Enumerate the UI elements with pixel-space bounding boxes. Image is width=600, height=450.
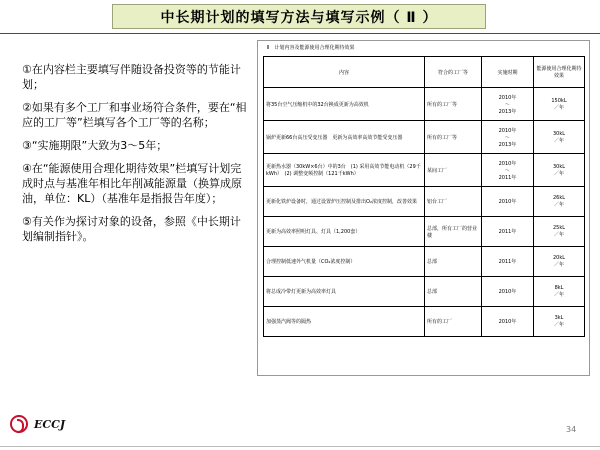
cell-effect xyxy=(534,277,585,307)
period-start: 2010年 xyxy=(498,94,517,101)
effect-unit: ／年 xyxy=(553,104,564,111)
period-start: 2010年 xyxy=(498,160,517,167)
header-effect: 能源使用合理化期待效果 xyxy=(534,57,585,88)
effect-value: 25kL xyxy=(552,225,566,231)
effect-unit: ／年 xyxy=(553,262,564,268)
cell-period xyxy=(482,217,534,247)
period-dash: ～ xyxy=(504,134,510,141)
cell-period xyxy=(482,88,534,121)
note-5: ⑤有关作为探讨对象的设备，参照《中长期计划编制指针》。 xyxy=(22,215,241,243)
footer-divider xyxy=(0,446,600,447)
effect-unit: ／年 xyxy=(553,137,564,144)
eccj-logo xyxy=(10,415,65,433)
effect-value: 20kL xyxy=(552,255,566,261)
cell-effect xyxy=(534,121,585,154)
cell-period xyxy=(482,307,534,337)
effect-unit: ／年 xyxy=(553,232,564,238)
table-row xyxy=(264,187,585,217)
effect-unit: ／年 xyxy=(553,202,564,208)
period-start: 2010年 xyxy=(498,127,517,134)
cell-content: 锅炉更新66台高压受变压器 更新为高效率高效节能受变压器 xyxy=(264,121,425,154)
table-row xyxy=(264,154,585,187)
effect-unit: ／年 xyxy=(553,322,564,328)
period-start: 2011年 xyxy=(498,259,517,265)
cell-period xyxy=(482,187,534,217)
table-row xyxy=(264,88,585,121)
period-start: 2010年 xyxy=(498,319,517,325)
cell-period xyxy=(482,277,534,307)
period-end: 2013年 xyxy=(498,141,517,148)
effect-unit: ／年 xyxy=(553,292,564,298)
cell-content: 将35台空气压缩机中的32台换成更新为高效机 xyxy=(264,88,425,121)
period-dash: ～ xyxy=(504,167,510,174)
note-1: ①在内容栏主要填写伴随设备投资等的节能计划； xyxy=(22,63,241,91)
table-row xyxy=(264,217,585,247)
cell-content: 将总成冷带灯更新为高效率灯具 xyxy=(264,277,425,307)
table-heading: Ⅱ 计划内容及能源使用合理化期待效果 xyxy=(267,45,355,51)
cell-effect xyxy=(534,307,585,337)
cell-factory: 某间工厂 xyxy=(425,154,482,187)
period-start: 2010年 xyxy=(498,289,517,295)
effect-value: 30kL xyxy=(552,163,566,170)
effect-value: 30kL xyxy=(552,130,566,137)
cell-effect xyxy=(534,88,585,121)
notes-list xyxy=(22,62,250,252)
cell-period xyxy=(482,121,534,154)
note-3: ③“实施期限”大致为3～5年； xyxy=(22,139,168,152)
effect-unit: ／年 xyxy=(553,170,564,177)
plan-table xyxy=(263,56,585,337)
note-2: ②如果有多个工厂和事业场符合条件，要在“相应的工厂等”栏填写各个工厂等的名称； xyxy=(22,101,247,129)
cell-factory: 总部 xyxy=(425,277,482,307)
cell-effect xyxy=(534,217,585,247)
header-factory: 符合的工厂等 xyxy=(425,57,482,88)
table-row xyxy=(264,121,585,154)
cell-factory: 总部，所有工厂的营业楼 xyxy=(425,217,482,247)
slide-title: 中长期计划的填写方法与填写示例（ Ⅱ ） xyxy=(160,9,438,26)
period-end: 2011年 xyxy=(498,174,517,181)
slide-title-box xyxy=(112,4,486,29)
period-start: 2011年 xyxy=(498,229,517,235)
cell-factory: 所有的工厂 xyxy=(425,307,482,337)
effect-value: 26kL xyxy=(552,195,566,201)
cell-content: 更新热水器（30kW×6台）中的3台 (1) 采用高效节能电动机（29千kWh） (2) 调整变频控制（121千kWh） xyxy=(264,154,425,187)
period-dash: ～ xyxy=(504,101,510,108)
table-row xyxy=(264,247,585,277)
header-content: 内容 xyxy=(264,57,425,88)
cell-content: 合理控制低速外气机量（CO₂浓度控制） xyxy=(264,247,425,277)
cell-content: 更新化铁炉设备时，通过设置炉压控制及排出O₂浓度控制，改善效果 xyxy=(264,187,425,217)
period-end: 2013年 xyxy=(498,108,517,115)
logo-text: ECCJ xyxy=(34,417,66,431)
cell-period xyxy=(482,154,534,187)
table-header-row xyxy=(264,57,585,88)
title-divider xyxy=(0,33,600,34)
cell-factory: 所有的工厂等 xyxy=(425,121,482,154)
effect-value: 8kL xyxy=(554,285,564,291)
table-row xyxy=(264,277,585,307)
cell-effect xyxy=(534,154,585,187)
cell-factory: 总部 xyxy=(425,247,482,277)
table-row xyxy=(264,307,585,337)
cell-effect xyxy=(534,187,585,217)
effect-value: 150kL xyxy=(551,97,567,104)
note-4: ④在“能源使用合理化期待效果”栏填写计划完成时点与基准年相比年削减能源量（换算成原油，单位：KL）（基准年是指报告年度）； xyxy=(22,162,242,205)
cell-effect xyxy=(534,247,585,277)
cell-period xyxy=(482,247,534,277)
cell-content: 更新为高效率照明灯具、灯具（1,200套） xyxy=(264,217,425,247)
eccj-logo-icon xyxy=(10,415,28,433)
header-period: 实施时期 xyxy=(482,57,534,88)
page-number: 34 xyxy=(566,425,577,434)
cell-factory: 铝台工厂 xyxy=(425,187,482,217)
cell-factory: 所有的工厂等 xyxy=(425,88,482,121)
effect-value: 3kL xyxy=(554,315,564,321)
cell-content: 加强蒸汽阀等的隔热 xyxy=(264,307,425,337)
period-start: 2010年 xyxy=(498,199,517,205)
